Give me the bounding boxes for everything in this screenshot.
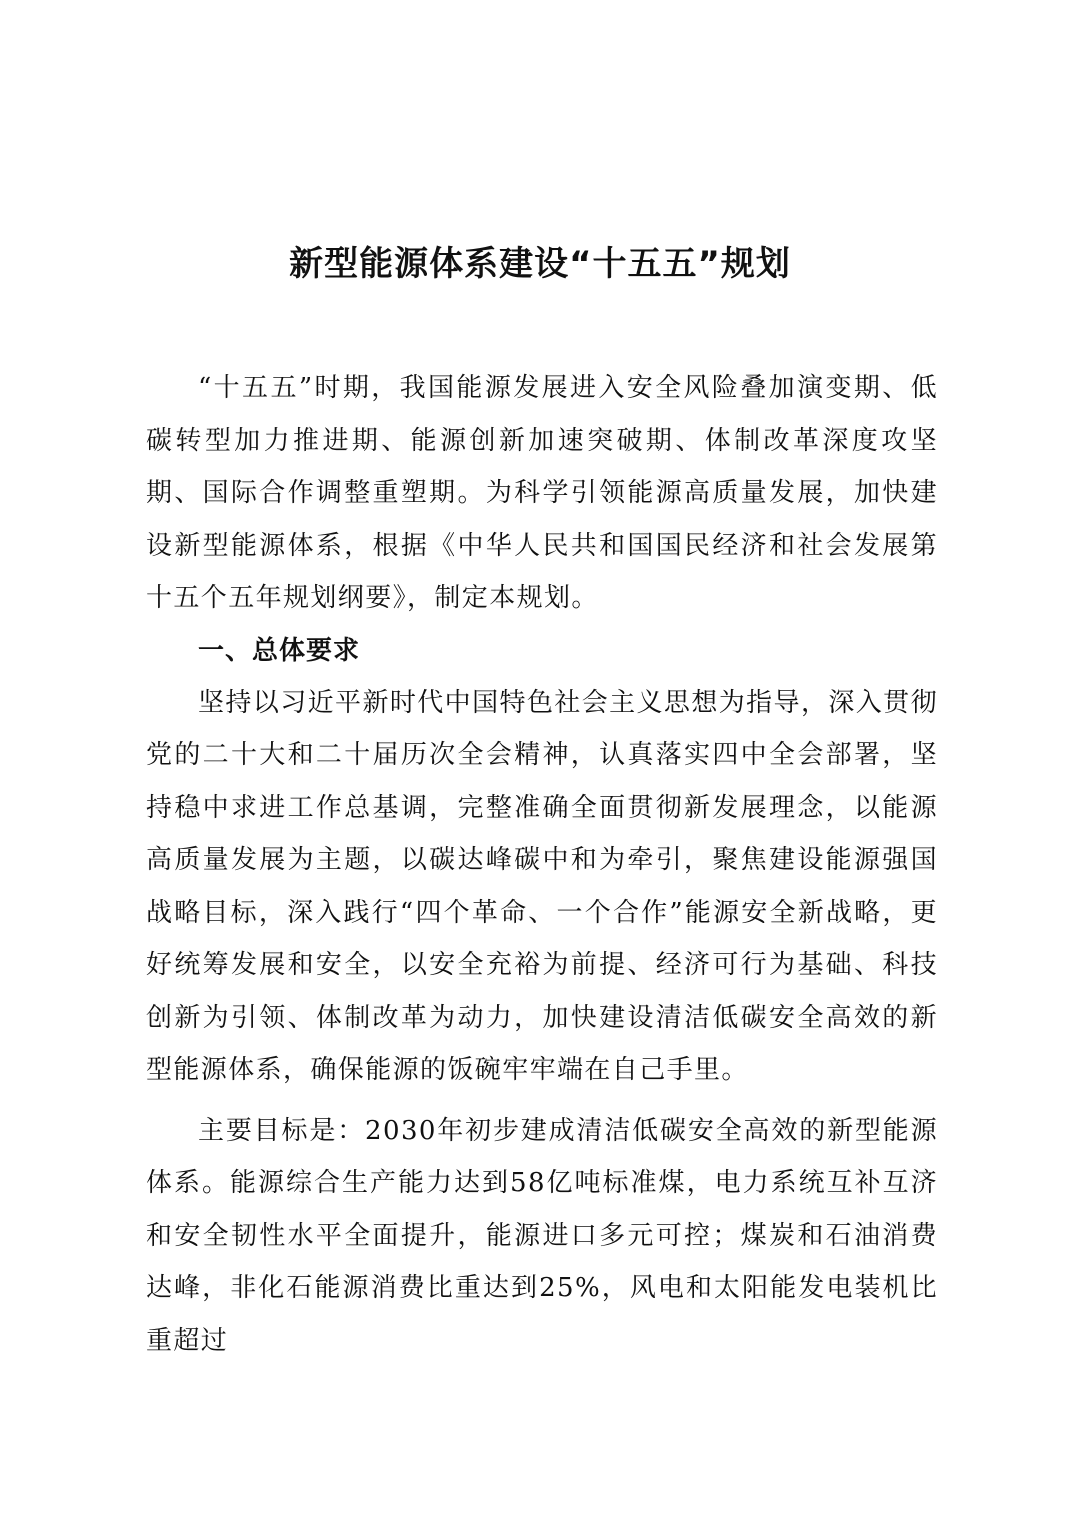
guiding-principles-paragraph: 坚持以习近平新时代中国特色社会主义思想为指导，深入贯彻党的二十大和二十届历次全会精神，认真落实四中全会部署，坚持稳中求进工作总基调，完整准确全面贯彻新发展理念，以能源高质量发展为主题，以碳达峰碳中和为牵引，聚焦建设能源强国战略目标，深入践行“四个革命、一个合作”能源安全新战略，更好统筹发展和安全，以安全充裕为前提、经济可行为基础、科技创新为引领、体制改革为动力，加快建设清洁低碳安全高效的新型能源体系，确保能源的饭碗牢牢端在自己手里。: [146, 687, 938, 1085]
paragraph-spacer: [146, 1097, 938, 1105]
document-body: [146, 362, 938, 1367]
document-title: 新型能源体系建设“十五五”规划: [289, 244, 791, 284]
section-heading-general-requirements: 一、总体要求: [198, 635, 361, 666]
intro-paragraph: “十五五”时期，我国能源发展进入安全风险叠加演变期、低碳转型加力推进期、能源创新加速突破期、体制改革深度攻坚期、国际合作调整重塑期。为科学引领能源高质量发展，加快建设新型能源体系，根据《中华人民共和国国民经济和社会发展第十五个五年规划纲要》，制定本规划。: [146, 373, 938, 613]
main-targets-paragraph: 主要目标是：2030年初步建成清洁低碳安全高效的新型能源体系。能源综合生产能力达到58亿吨标准煤，电力系统互补互济和安全韧性水平全面提升，能源进口多元可控；煤炭和石油消费达峰，非化石能源消费比重达到25%，风电和太阳能发电装机比重超过: [146, 1115, 938, 1356]
